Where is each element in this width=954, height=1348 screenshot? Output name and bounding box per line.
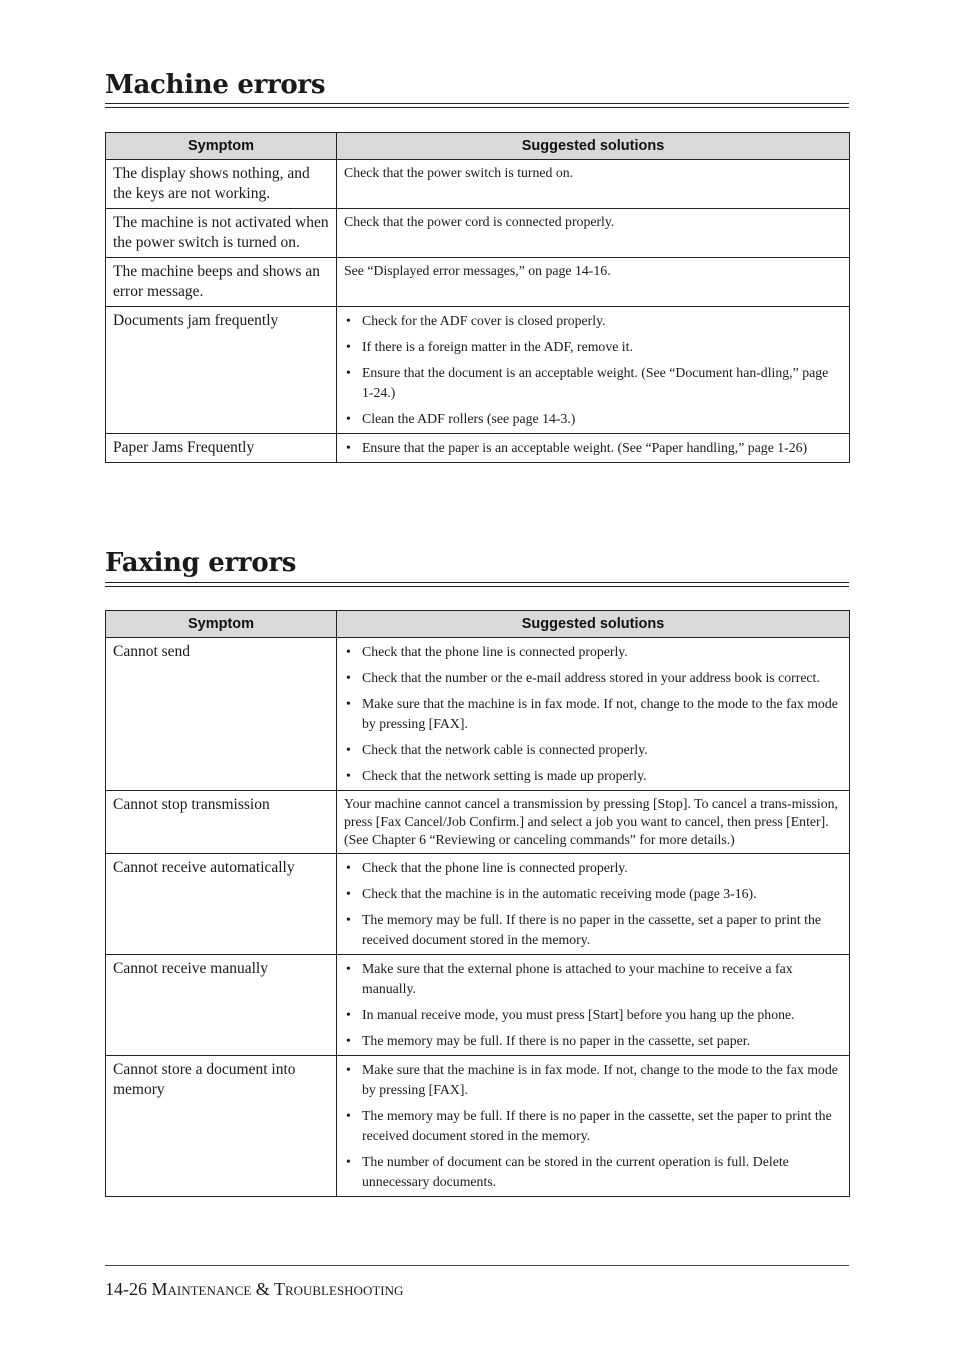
solution-text: The number of document can be stored in the current operation is full. Delete unnecessary documents. xyxy=(362,1154,789,1189)
table-row xyxy=(106,1056,850,1197)
machine-errors-header-row xyxy=(106,133,850,160)
solution-text: Check that the number or the e-mail address stored in your address book is correct. xyxy=(362,670,820,685)
solution-item xyxy=(344,337,841,357)
faxing-errors-table xyxy=(105,610,850,1197)
solution-cell xyxy=(337,307,850,434)
bullet-icon: • xyxy=(346,1108,351,1123)
bullet-icon: • xyxy=(346,1062,351,1077)
bullet-icon: • xyxy=(346,313,351,328)
solution-item xyxy=(344,1005,841,1025)
table-row xyxy=(106,955,850,1056)
table-row xyxy=(106,258,850,307)
bullet-icon: • xyxy=(346,411,351,426)
bullet-icon: • xyxy=(346,1033,351,1048)
table-row xyxy=(106,209,850,258)
bullet-icon: • xyxy=(346,644,351,659)
solution-item xyxy=(344,884,841,904)
table-row xyxy=(106,434,850,463)
solution-item xyxy=(344,740,841,760)
solution-text: Clean the ADF rollers (see page 14-3.) xyxy=(362,411,576,426)
solution-text: If there is a foreign matter in the ADF, remove it. xyxy=(362,339,633,354)
solution-item xyxy=(344,642,841,662)
solution-cell xyxy=(337,854,850,955)
solution-item xyxy=(344,959,841,999)
solution-cell: See “Displayed error messages,” on page 14-16. xyxy=(337,258,850,307)
solution-text: Check that the phone line is connected properly. xyxy=(362,860,628,875)
symptom-cell: The machine is not activated when the power switch is turned on. xyxy=(106,209,337,258)
page-footer xyxy=(105,1279,403,1300)
solution-item xyxy=(344,858,841,878)
symptom-cell: Cannot send xyxy=(106,638,337,791)
bullet-icon: • xyxy=(346,365,351,380)
bullet-icon: • xyxy=(346,670,351,685)
faxing-errors-title: Faxing errors xyxy=(105,548,297,578)
solution-item xyxy=(344,311,841,331)
solution-text: Make sure that the machine is in fax mode. If not, change to the mode to the fax mode by pressing [FAX]. xyxy=(362,1062,838,1097)
footer-rule xyxy=(105,1265,849,1266)
symptom-cell: The display shows nothing, and the keys are not working. xyxy=(106,160,337,209)
solution-cell: Check that the power switch is turned on. xyxy=(337,160,850,209)
solution-list xyxy=(344,311,841,429)
solution-item xyxy=(344,363,841,403)
solution-item xyxy=(344,1060,841,1100)
solution-cell: Check that the power cord is connected properly. xyxy=(337,209,850,258)
bullet-icon: • xyxy=(346,860,351,875)
symptom-cell: Cannot store a document into memory xyxy=(106,1056,337,1197)
table-row xyxy=(106,307,850,434)
bullet-icon: • xyxy=(346,1007,351,1022)
solutions-column-header: Suggested solutions xyxy=(337,611,850,638)
bullet-icon: • xyxy=(346,696,351,711)
symptom-cell: The machine beeps and shows an error message. xyxy=(106,258,337,307)
symptom-column-header: Symptom xyxy=(106,611,337,638)
solution-list xyxy=(344,438,841,458)
solution-cell xyxy=(337,955,850,1056)
solution-cell xyxy=(337,1056,850,1197)
solution-item xyxy=(344,668,841,688)
solution-list xyxy=(344,858,841,950)
solution-list xyxy=(344,1060,841,1192)
bullet-icon: • xyxy=(346,742,351,757)
bullet-icon: • xyxy=(346,768,351,783)
solution-text: Check that the network cable is connected properly. xyxy=(362,742,648,757)
faxing-errors-header-row xyxy=(106,611,850,638)
solution-text: Make sure that the machine is in fax mode. If not, change to the mode to the fax mode by pressing [FAX]. xyxy=(362,696,838,731)
solution-item xyxy=(344,409,841,429)
solution-text: The memory may be full. If there is no paper in the cassette, set the paper to print the received document stored in the memory. xyxy=(362,1108,832,1143)
solution-text: Ensure that the paper is an acceptable weight. (See “Paper handling,” page 1-26) xyxy=(362,440,808,455)
machine-errors-title: Machine errors xyxy=(105,70,326,100)
bullet-icon: • xyxy=(346,339,351,354)
bullet-icon: • xyxy=(346,1154,351,1169)
page-number: 14-26 xyxy=(105,1279,147,1299)
bullet-icon: • xyxy=(346,961,351,976)
table-row xyxy=(106,791,850,854)
solution-item xyxy=(344,438,841,458)
solution-text: Ensure that the document is an acceptable weight. (See “Document han-dling,” page 1-24.) xyxy=(362,365,829,400)
symptom-cell: Cannot receive manually xyxy=(106,955,337,1056)
solution-text: Check that the network setting is made up properly. xyxy=(362,768,647,783)
solution-text: Check that the phone line is connected properly. xyxy=(362,644,628,659)
table-row xyxy=(106,160,850,209)
solution-list xyxy=(344,959,841,1051)
solution-text: In manual receive mode, you must press [Start] before you hang up the phone. xyxy=(362,1007,795,1022)
solution-text: The memory may be full. If there is no paper in the cassette, set paper. xyxy=(362,1033,751,1048)
solution-item xyxy=(344,1031,841,1051)
machine-errors-title-rule xyxy=(105,103,849,108)
solution-item xyxy=(344,910,841,950)
solution-item xyxy=(344,1106,841,1146)
bullet-icon: • xyxy=(346,886,351,901)
solution-item xyxy=(344,766,841,786)
solution-item xyxy=(344,694,841,734)
solution-text: The memory may be full. If there is no paper in the cassette, set a paper to print the received document stored in the memory. xyxy=(362,912,821,947)
bullet-icon: • xyxy=(346,440,351,455)
solution-text: Check for the ADF cover is closed properly. xyxy=(362,313,606,328)
solution-text: Make sure that the external phone is attached to your machine to receive a fax manually. xyxy=(362,961,793,996)
bullet-icon: • xyxy=(346,912,351,927)
symptom-cell: Cannot stop transmission xyxy=(106,791,337,854)
solution-item xyxy=(344,1152,841,1192)
table-row xyxy=(106,638,850,791)
solution-text: Check that the machine is in the automatic receiving mode (page 3-16). xyxy=(362,886,757,901)
solution-list xyxy=(344,642,841,786)
solutions-column-header: Suggested solutions xyxy=(337,133,850,160)
faxing-errors-title-rule xyxy=(105,582,849,587)
machine-errors-table xyxy=(105,132,850,463)
symptom-cell: Paper Jams Frequently xyxy=(106,434,337,463)
table-row xyxy=(106,854,850,955)
symptom-cell: Cannot receive automatically xyxy=(106,854,337,955)
solution-cell xyxy=(337,434,850,463)
solution-cell xyxy=(337,638,850,791)
symptom-column-header: Symptom xyxy=(106,133,337,160)
solution-cell: Your machine cannot cancel a transmission by pressing [Stop]. To cancel a trans-mission, press [Fax Cancel/Job Confirm.] and select a job you want to cancel, then press [Enter]. (See Chapter 6 “Reviewing or canceling commands” for more details.) xyxy=(337,791,850,854)
footer-section-title: Maintenance & Troubleshooting xyxy=(151,1279,404,1299)
symptom-cell: Documents jam frequently xyxy=(106,307,337,434)
